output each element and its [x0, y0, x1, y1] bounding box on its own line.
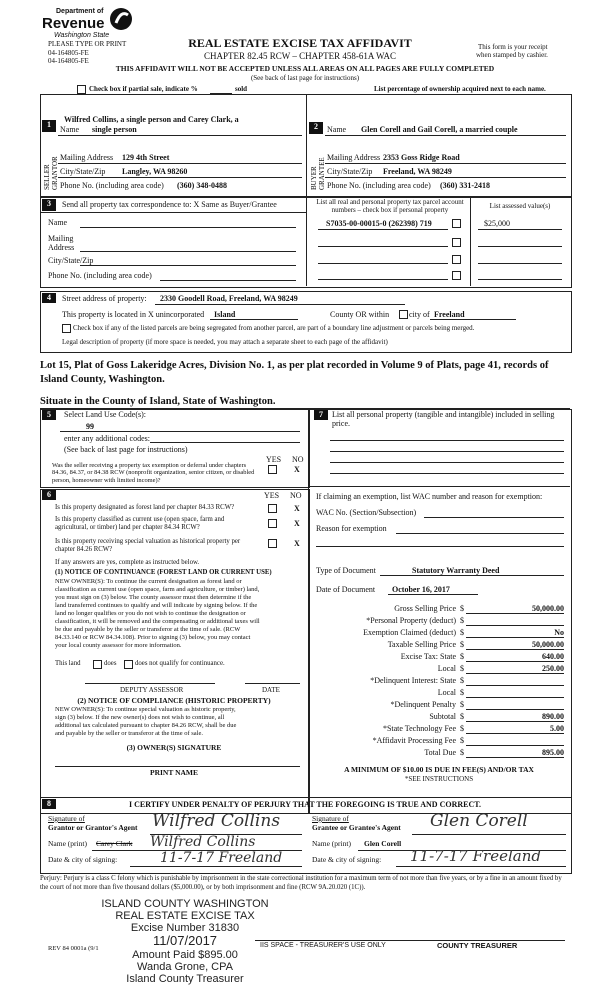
fee-dollar-sign: $: [460, 712, 464, 721]
stamp-line3: Excise Number 31830: [130, 922, 240, 935]
fee-value: 250.00: [542, 664, 564, 673]
notice1-line: 84.33.140 or RCW 84.34.108). Prior to signing (3) below, you may contact: [55, 634, 251, 641]
notice2-line: sign (3) below. If the new owner(s) does not wish to continue, all: [55, 714, 225, 721]
fee-underline: [466, 637, 564, 638]
fee-value: 640.00: [542, 652, 564, 661]
fee-dollar-sign: $: [460, 676, 464, 685]
buyer-mailing-label: Mailing Address: [327, 153, 381, 162]
within-city-checkbox[interactable]: [399, 310, 408, 319]
notice1-body: [55, 578, 260, 650]
corr-mailing-label: Mailing Address: [48, 234, 75, 253]
grantee-sig-label-1: Signature of: [312, 814, 349, 823]
doc-date-label: Date of Document: [316, 585, 376, 594]
county-or-label: County OR within: [330, 310, 390, 319]
notice1-line: you must sign on (3) below. The county assessor must then determine if the: [55, 594, 252, 601]
fee-label: Taxable Selling Price: [387, 640, 456, 649]
fee-underline: [466, 757, 564, 758]
forest-yes-checkbox[interactable]: [268, 504, 277, 513]
personal-property-label: List all personal property (tangible and intangible) included in selling price.: [332, 410, 555, 429]
grantee-sig-label-2: Grantee or Grantee's Agent: [312, 823, 401, 832]
buyer-name-label: Name: [327, 125, 347, 134]
fee-dollar-sign: $: [460, 736, 464, 745]
fee-label: Local: [437, 664, 456, 673]
see-instructions: *SEE INSTRUCTIONS: [404, 775, 474, 783]
stamp-line4: 11/07/2017: [152, 933, 218, 949]
fee-dollar-sign: $: [460, 688, 464, 697]
city-of-label: city of: [409, 310, 430, 319]
notice1-title: (1) NOTICE OF CONTINUANCE (FOREST LAND OR CURRENT USE): [55, 569, 272, 576]
stamp-line1: ISLAND COUNTY WASHINGTON: [101, 898, 269, 910]
buyer-name: Glen Corell and Gail Corell, a married couple: [361, 125, 518, 134]
logo-line3: Washington State: [54, 32, 110, 39]
logo-line1: Department of: [56, 8, 104, 15]
doc-type-label: Type of Document: [316, 566, 376, 575]
forest-question: Is this property designated as forest land per chapter 84.33 RCW?: [55, 504, 235, 511]
form-chapter: CHAPTER 82.45 RCW – CHAPTER 458-61A WAC: [204, 51, 396, 61]
grantee-signature: Glen Corell: [430, 811, 528, 831]
fee-label: Total Due: [424, 748, 456, 757]
fee-value: 895.00: [542, 748, 564, 757]
grantor-date-hand: 11-7-17 Freeland: [160, 850, 283, 866]
notice1-line: NEW OWNER(S): To continue the current designation as forest land or: [55, 578, 242, 585]
sold-label: sold: [235, 85, 248, 93]
doc-type: Statutory Warranty Deed: [412, 566, 500, 575]
seller-name-line2: single person: [92, 125, 137, 134]
fee-underline: [466, 733, 564, 734]
notice2-line: additional tax calculated pursuant to chapter 84.26 RCW, shall be due: [55, 722, 237, 729]
s5-no-label: NO: [292, 455, 304, 464]
assessed-header: List assessed value(s): [489, 202, 551, 210]
seller-phone-label: Phone No. (including area code): [60, 181, 164, 190]
legal-description: Lot 15, Plat of Goss Lakeridge Acres, Division No. 1, as per plat recorded in Volume 9 of Plats, page 41, records of Island County, Washington.: [40, 360, 549, 386]
notice2-title: (2) NOTICE OF COMPLIANCE (HISTORIC PROPERTY): [77, 696, 271, 705]
fee-label: *Personal Property (deduct): [366, 616, 456, 625]
seller-name-line1: Wilfred Collins, a single person and Carey Clark, a: [64, 115, 239, 124]
street-label: Street address of property:: [62, 294, 147, 303]
minimum-note: A MINIMUM OF $10.00 IS DUE IN FEE(S) AND/OR TAX: [344, 765, 534, 774]
section-7-badge: 7: [314, 410, 328, 420]
s5-yes-label: YES: [266, 455, 282, 464]
grantor-sig-label-2: Grantor or Grantor's Agent: [48, 823, 138, 832]
fee-dollar-sign: $: [460, 604, 464, 613]
parcel-number: S7035-00-00015-0 (262398) 719: [326, 219, 432, 228]
fee-underline: [466, 613, 564, 614]
fee-underline: [466, 745, 564, 746]
receipt-note-2: when stamped by cashier.: [476, 51, 548, 59]
notice1-line: your local county assessor for more information.: [55, 642, 182, 649]
perjury-statement: Perjury: Perjury is a class C felony which is punishable by imprisonment in the state correctional institution for a maximum term of not more than five years, or by a fine in an amount fixed by the court of not more than five thousand dollars ($5,000.00), or by both imprisonment and fine (RCW 9A.20.020 (1C)).: [40, 875, 562, 891]
s6-yes-label: YES: [264, 491, 280, 500]
fee-label: Gross Selling Price: [394, 604, 456, 613]
fee-label: *Delinquent Interest: State: [370, 676, 456, 685]
fee-underline: [466, 649, 564, 650]
section-3-badge: 3: [42, 199, 56, 211]
forest-answer: X: [294, 504, 300, 513]
certify-statement: I CERTIFY UNDER PENALTY OF PERJURY THAT THE FOREGOING IS TRUE AND CORRECT.: [128, 800, 481, 809]
warning-text: THIS AFFIDAVIT WILL NOT BE ACCEPTED UNLESS ALL AREAS ON ALL PAGES ARE FULLY COMPLETED: [115, 64, 495, 73]
grantee-date-hand: 11-7-17 Freeland: [410, 847, 541, 865]
corr-phone-label: Phone No. (including area code): [48, 271, 152, 280]
ownership-label: List percentage of ownership acquired next to each name.: [374, 85, 546, 93]
fee-dollar-sign: $: [460, 640, 464, 649]
does-not-label: does not qualify for continuance.: [135, 660, 225, 667]
legal-label: Legal description of property (if more space is needed, you may attach a separate sheet to each page of the affidavit): [62, 338, 388, 346]
street-address: 2330 Goodell Road, Freeland, WA 98249: [160, 294, 298, 303]
parcel-personal-checkbox-3[interactable]: [452, 255, 461, 264]
seller-side-label: SELLER GRANTOR: [43, 156, 60, 190]
fee-underline: [466, 661, 564, 662]
reason-label: Reason for exemption: [316, 524, 387, 533]
fee-underline: [466, 697, 564, 698]
fee-label: Excise Tax: State: [400, 652, 456, 661]
current-use-answer: X: [294, 519, 300, 528]
historic-yes-checkbox[interactable]: [268, 539, 277, 548]
current-use-yes-checkbox[interactable]: [268, 519, 277, 528]
type-or-print: PLEASE TYPE OR PRINT: [48, 40, 127, 48]
fee-dollar-sign: $: [460, 724, 464, 733]
fee-dollar-sign: $: [460, 700, 464, 709]
dor-logo-icon: [108, 6, 134, 32]
notice1-line: classification as current use (open space, farm and agriculture, or timber) land,: [55, 586, 260, 593]
form-code-2: 04-164805-FE: [48, 57, 89, 65]
this-land-label: This land: [55, 660, 81, 667]
exemption-question: Was the seller receiving a property tax exemption or deferral under chapters 84.36, 84.37, or 84.38 RCW (nonprofit organization, senior citizen, or disabled person, homeowner with limited income)?: [52, 462, 255, 484]
property-city: Freeland: [434, 310, 465, 319]
stamp-line5: Amount Paid $895.00: [132, 948, 238, 961]
seller-phone: (360) 348-0488: [177, 181, 227, 190]
seller-mailing-label: Mailing Address: [60, 153, 114, 162]
notice2-line: and payable by the seller or transferor at the time of sale.: [55, 730, 203, 737]
stamp-line2: REAL ESTATE EXCISE TAX: [115, 910, 255, 923]
section-4-badge: 4: [42, 293, 56, 303]
section-1-badge: 1: [42, 120, 56, 132]
section-8-badge: 8: [42, 799, 56, 809]
stamp-line7: Island County Treasurer: [126, 972, 244, 985]
form-code-1: 04-164805-FE: [48, 49, 89, 57]
logo-line2: Revenue: [42, 15, 105, 32]
fee-label: Local: [437, 688, 456, 697]
fee-value: 50,000.00: [532, 604, 564, 613]
if-yes-text: If any answers are yes, complete as instructed below.: [55, 559, 200, 566]
grantee-date-label: Date & city of signing:: [312, 855, 382, 864]
buyer-city-label: City/State/Zip: [327, 167, 373, 176]
fee-value: No: [554, 628, 564, 637]
print-name-label: PRINT NAME: [150, 768, 198, 777]
situate-text: Situate in the County of Island, State of Washington.: [40, 396, 276, 407]
seller-mailing: 129 4th Street: [122, 153, 170, 162]
seller-name-label: Name: [60, 125, 80, 134]
grantor-signature: Wilfred Collins: [152, 811, 281, 831]
s5-answer: X: [294, 465, 300, 474]
fee-label: *State Technology Fee: [382, 724, 456, 733]
grantee-print: Glen Corell: [364, 839, 402, 848]
section-5-badge: 5: [42, 410, 56, 420]
corr-name-label: Name: [48, 218, 68, 227]
property-county: Island: [214, 310, 236, 319]
fee-dollar-sign: $: [460, 616, 464, 625]
deputy-assessor-label: DEPUTY ASSESSOR: [120, 686, 184, 694]
form-title: REAL ESTATE EXCISE TAX AFFIDAVIT: [188, 36, 412, 50]
assessed-value: $25,000: [484, 219, 510, 228]
partial-sale-checkbox[interactable]: [77, 85, 86, 94]
s6-no-label: NO: [290, 491, 302, 500]
section-2-badge: 2: [309, 122, 323, 134]
does-not-checkbox[interactable]: [124, 660, 133, 669]
buyer-city: Freeland, WA 98249: [383, 167, 452, 176]
buyer-side-label: BUYER GRANTEE: [310, 157, 327, 190]
notice1-line: be due and payable by the seller or transferor at the time of sale. (RCW: [55, 626, 241, 633]
fee-underline: [466, 721, 564, 722]
grantee-print-label: Name (print): [312, 839, 351, 848]
notice1-line: land no longer qualifies or you do not wish to continue the designation or: [55, 610, 246, 617]
historic-question: Is this property receiving special valuation as historical property per chapter 84.26 RCW?: [55, 538, 241, 553]
fee-value: 5.00: [550, 724, 564, 733]
fee-value: 50,000.00: [532, 640, 564, 649]
treasurer-stamp: [100, 898, 270, 985]
fee-dollar-sign: $: [460, 748, 464, 757]
land-use-see-back: (See back of last page for instructions): [64, 445, 188, 454]
section-6-badge: 6: [42, 490, 56, 500]
land-use-code: 99: [86, 422, 94, 431]
parcel-personal-checkbox-2[interactable]: [452, 238, 461, 247]
see-back-text: (See back of last page for instructions): [250, 74, 360, 82]
notice2-body: [55, 706, 236, 738]
does-label: does: [104, 660, 117, 667]
land-use-label: Select Land Use Code(s):: [64, 410, 146, 419]
fee-dollar-sign: $: [460, 664, 464, 673]
seller-city: Langley, WA 98260: [122, 167, 188, 176]
fee-label: *Delinquent Penalty: [390, 700, 456, 709]
parcel-personal-checkbox-1[interactable]: [452, 219, 461, 228]
grantor-print-hand: Wilfred Collins: [150, 834, 256, 850]
fee-underline: [466, 709, 564, 710]
notice1-line: land transferred continues to qualify and will indicate by signing below. If the: [55, 602, 258, 609]
does-checkbox[interactable]: [93, 660, 102, 669]
historic-answer: X: [294, 539, 300, 548]
owner-signature-label: (3) OWNER(S) SIGNATURE: [126, 743, 222, 752]
additional-codes-label: enter any additional codes:: [64, 434, 150, 443]
parcel-personal-checkbox-4[interactable]: [452, 271, 461, 280]
notice2-line: NEW OWNER(S): To continue special valuation as historic property,: [55, 706, 236, 713]
exemption-claim-label: If claiming an exemption, list WAC number and reason for exemption:: [316, 492, 543, 501]
fee-label: Subtotal: [429, 712, 456, 721]
s5-yes-checkbox[interactable]: [268, 465, 277, 474]
grantor-print-strike: Carey Clark: [96, 839, 133, 848]
notice1-line: classification, it will be removed and the compensating or additional taxes will: [55, 618, 260, 625]
wac-label: WAC No. (Section/Subsection): [316, 508, 417, 517]
doc-date: October 16, 2017: [392, 585, 450, 594]
seller-city-label: City/State/Zip: [60, 167, 106, 176]
county-treasurer: COUNTY TREASURER: [437, 941, 518, 950]
fee-underline: [466, 673, 564, 674]
grantor-print-label: Name (print): [48, 839, 87, 848]
date-label: DATE: [262, 686, 280, 694]
grantor-date-label: Date & city of signing:: [48, 855, 118, 864]
buyer-phone-label: Phone No. (including area code): [327, 181, 431, 190]
buyer-mailing: 2353 Goss Ridge Road: [383, 153, 460, 162]
fee-value: 890.00: [542, 712, 564, 721]
grantor-sig-label-1: Signature of: [48, 814, 85, 823]
stamp-line6: Wanda Grone, CPA: [137, 960, 233, 973]
receipt-note-1: This form is your receipt: [478, 43, 548, 51]
current-use-question: Is this property classified as current use (open space, farm and agricultural, or timber) land per chapter 84.34 RCW?: [55, 516, 225, 531]
fee-underline: [466, 685, 564, 686]
correspondence-label: Send all property tax correspondence to: X Same as Buyer/Grantee: [62, 200, 277, 209]
segregated-checkbox[interactable]: [62, 324, 71, 333]
located-label: This property is located in X unincorporated: [62, 310, 205, 319]
partial-sale-label: Check box if partial sale, indicate %: [89, 85, 198, 93]
corr-city-label: City/State/Zip: [48, 256, 94, 265]
fee-dollar-sign: $: [460, 652, 464, 661]
fee-label: *Affidavit Processing Fee: [372, 736, 456, 745]
fee-dollar-sign: $: [460, 628, 464, 637]
treasurer-space: IIS SPACE - TREASURER'S USE ONLY: [260, 942, 386, 949]
parcel-header: List all real and personal property tax parcel account numbers – check box if personal property: [316, 198, 464, 215]
segregated-label: Check box if any of the listed parcels are being segregated from another parcel, are part of a boundary line adjustment or parcels being merged.: [73, 324, 475, 332]
fee-label: Exemption Claimed (deduct): [363, 628, 456, 637]
rev-code: REV 84 0001a (9/1: [48, 945, 99, 952]
buyer-phone: (360) 331-2418: [440, 181, 490, 190]
fee-underline: [466, 625, 564, 626]
